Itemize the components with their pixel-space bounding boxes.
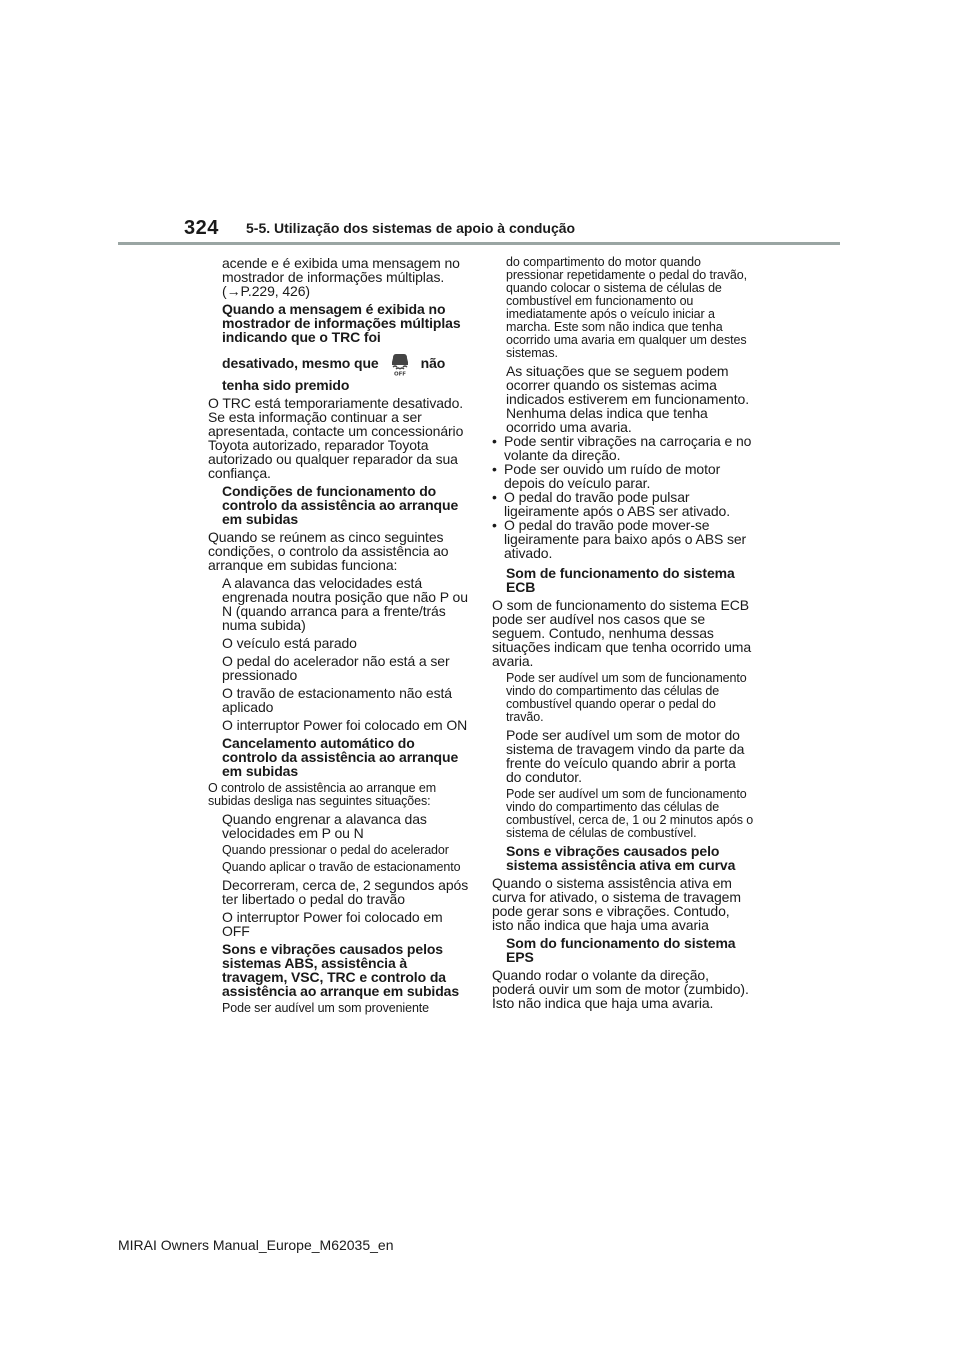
page-number: 324 [184,217,219,239]
page-reference-link[interactable]: P.229, 426) [240,283,310,299]
section-title: 5-5. Utilização dos sistemas de apoio à condução [246,220,576,236]
subheading-text: não [420,355,446,371]
paragraph: Quando o sistema assistência ativa em curva for ativado, o sistema de travagem pode gerar sons e vibrações. Contudo, isto não indica que haja uma avaria [492,875,741,933]
list-item: Decorreram, cerca de, 2 segundos após ter libertado o pedal do travão [222,877,469,907]
subheading-trc [208,302,470,392]
bullet-text: O pedal do travão pode mover-se ligeiramente para baixo após o ABS ser ativado. [504,517,747,561]
subheading-text: Quando a mensagem é exibida no mostrador de informações múltiplas indicando que o TRC foi [222,301,461,345]
bullet-text: Pode sentir vibrações na carroçaria e no volante da direção. [504,433,752,463]
list-item: Pode ser audível um som de motor do sistema de travagem vindo da parte da frente do veículo quando abrir a porta do condutor. [506,727,745,785]
paragraph: As situações que se seguem podem ocorrer quando os sistemas acima indicados estiverem em funcionamento. Nenhuma delas indica que tenha ocorrido uma avaria. [506,363,749,435]
list-item: Quando pressionar o pedal do acelerador [222,843,449,857]
subheading-text: desativado, mesmo que [222,355,379,371]
list-item: A alavanca das velocidades está engrenada noutra posição que não P ou N (quando arranca para a frente/trás numa subida) [222,575,468,633]
bullet-item [492,462,754,490]
list-item: O interruptor Power foi colocado em ON [222,717,468,733]
paragraph: O som de funcionamento do sistema ECB pode ser audível nos casos que se seguem. Contudo, nenhuma dessas situações indicam que tenha ocorrido uma avaria. [492,597,752,669]
footer-manual-id: MIRAI Owners Manual_Europe_M62035_en [118,1237,394,1253]
paragraph: Quando rodar o volante da direção, poderá ouvir um som de motor (zumbido). Isto não indica que haja uma avaria. [492,967,749,1011]
subheading-text: tenha sido premido [222,377,350,393]
arrow-glyph: → [226,283,241,299]
paragraph: do compartimento do motor quando pressionar repetidamente o pedal do travão, quando colocar o sistema de células de combustível em funcionamento ou imediatamente após o veículo iniciar a marcha. Este som não indica que tenha ocorrido uma avaria em qualquer um destes sistemas. [506,255,747,360]
subheading: Cancelamento automático do controlo da assistência ao arranque em subidas [222,735,459,779]
svg-text:OFF: OFF [393,371,406,376]
trc-off-icon [387,350,413,376]
bullet-glyph: • [492,517,497,533]
list-item: O interruptor Power foi colocado em OFF [222,909,443,939]
bullet-glyph: • [492,489,497,505]
paragraph: Quando se reúnem as cinco seguintes condições, o controlo da assistência ao arranque em subidas funciona: [208,529,449,573]
bullet-glyph: • [492,461,497,477]
subheading: Som de funcionamento do sistema ECB [506,565,735,595]
subheading: Condições de funcionamento do controlo da assistência ao arranque em subidas [222,483,459,527]
list-item: O pedal do acelerador não está a ser pressionado [222,653,450,683]
page-header [0,0,960,250]
bullet-text: Pode ser ouvido um ruído de motor depois do veículo parar. [504,461,721,491]
left-column [208,256,470,1019]
bullet-item [492,490,754,518]
right-column [492,256,754,1014]
paragraph-text: acende e é exibida uma mensagem no mostrador de informações múltiplas. ( [222,255,460,299]
bullet-text: O pedal do travão pode pulsar ligeiramente após o ABS ser ativado. [504,489,730,519]
bullet-item [492,518,754,560]
list-item: Quando aplicar o travão de estacionamento [222,860,461,874]
list-item: Quando engrenar a alavanca das velocidades em P ou N [222,811,427,841]
header-divider [118,242,840,245]
bullet-item [492,434,754,462]
list-item: O travão de estacionamento não está aplicado [222,685,452,715]
paragraph: O TRC está temporariamente desativado. Se esta informação continuar a ser apresentada, contacte um concessionário Toyota autorizado, reparador Toyota autorizado ou qualquer reparador da sua confiança. [208,395,464,481]
list-item: Pode ser audível um som de funcionamento vindo do compartimento das células de combustível, cerca de, 1 ou 2 minutos após o sistema de células de combustível. [506,787,754,840]
paragraph [208,256,470,298]
list-item: O veículo está parado [222,635,357,651]
subheading: Som do funcionamento do sistema EPS [506,935,736,965]
subheading: Sons e vibrações causados pelo sistema assistência ativa em curva [506,843,736,873]
paragraph: O controlo de assistência ao arranque em subidas desliga nas seguintes situações: [208,781,437,808]
bullet-glyph: • [492,433,497,449]
list-item: Pode ser audível um som de funcionamento vindo do compartimento das células de combustível quando operar o pedal do travão. [506,671,747,724]
subheading: Sons e vibrações causados pelos sistemas ABS, assistência à travagem, VSC, TRC e controlo da assistência ao arranque em subidas [222,941,460,999]
paragraph: Pode ser audível um som proveniente [222,1001,430,1015]
